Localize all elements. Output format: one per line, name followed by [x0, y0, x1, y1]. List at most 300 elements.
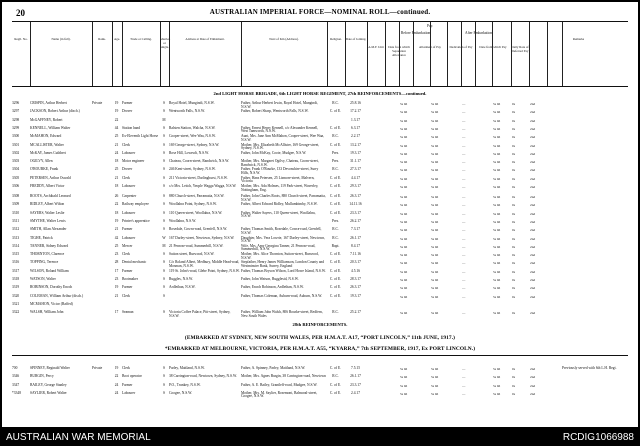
cell-rank: Private — [92, 101, 103, 105]
section-heading-27th: 2nd LIGHT HORSE BRIGADE, 6th LIGHT HORSE REGIMENT, 27th REINFORCEMENTS—continued. — [213, 91, 427, 96]
embarkation-note-sydney: (EMBARKED AT SYDNEY, NEW SOUTH WALES, PER H.M.A.T. A17, “PORT LINCOLN,” 11th JUNE, 1917.) — [184, 335, 456, 341]
roll-row — [2, 168, 638, 175]
cell-rel: C. of E. — [329, 194, 342, 198]
cell-rank — [92, 152, 111, 159]
cell-rank — [92, 144, 111, 151]
cell-date: 23.3.17 — [350, 382, 361, 387]
pay-figure: 5s 0d — [400, 269, 408, 274]
roll-row — [2, 212, 638, 219]
pay-figure: 0s — [512, 151, 516, 156]
pay-figure: 5s 0d — [431, 102, 439, 106]
column-divider — [160, 22, 161, 86]
cell-age: 19 — [114, 218, 119, 223]
cell-no: 3303 — [12, 159, 20, 164]
cell-rank: Private — [92, 366, 103, 370]
pay-figure: 2nd — [530, 110, 536, 115]
roll-row — [2, 110, 638, 117]
cell-age: 22 — [114, 374, 119, 379]
cell-name: O'ROURKE, Frank — [30, 167, 59, 172]
pay-figure: 0s — [512, 110, 516, 115]
cell-rank — [92, 127, 111, 134]
cell-no: 3316 — [12, 260, 20, 265]
cell-no: 3296 — [12, 101, 20, 105]
pay-figure: 5s 0d — [493, 143, 501, 148]
cell-age: 26 — [114, 194, 119, 198]
cell-ms: S — [163, 167, 165, 172]
pay-figure: 5s 0d — [431, 195, 439, 199]
cell-age: 19 — [114, 366, 119, 370]
pay-figure: 0s — [512, 118, 516, 123]
pay-figure: 2nd — [530, 168, 536, 173]
pay-figure: 5s 0d — [400, 110, 408, 115]
cell-name: SAYERS, Walter Leslie — [30, 210, 65, 215]
cell-no: 3300 — [12, 134, 20, 139]
cell-rel: C. of E. — [329, 184, 342, 188]
cell-no: 700 — [12, 366, 18, 370]
roll-row — [2, 203, 638, 210]
cell-trade: Labourer — [122, 150, 136, 155]
cell-age: 19 — [114, 101, 119, 105]
pay-figure: 5s 0d — [431, 160, 439, 165]
roll-row — [2, 303, 638, 310]
cell-no: 3319 — [12, 285, 20, 290]
pay-figure: — — [462, 219, 466, 224]
column-header: Date from which Separation Allowance — [388, 45, 410, 57]
pay-figure: 0s — [512, 176, 516, 181]
pay-figure: 0s — [512, 286, 516, 291]
cell-kin: Mother, Mrs. Elizabeth McAllister, 169 George-street, Sydney, N.S.W. — [241, 142, 320, 150]
cell-kin: Father, Thomas Smith, Rosedale, Cowra-road, Grenfell, N.S.W. — [241, 227, 322, 235]
pay-figure: 5s 0d — [400, 203, 408, 208]
cell-rel: Pres. — [331, 150, 340, 155]
pay-figure: 2nd — [530, 391, 536, 396]
pay-figure: 0s — [512, 261, 516, 266]
cell-kin: Father, Albert Edward Ridley, Mullumbimby, N.S.W. — [241, 202, 318, 207]
cell-no: 3314 — [12, 243, 20, 248]
column-header: Address at Date of Enlistment. — [185, 37, 225, 41]
page-number: 20 — [16, 8, 25, 18]
cell-name: SMYTHE, Walter Lewis — [30, 218, 66, 223]
cell-age: 25 — [114, 243, 119, 248]
pay-figure: 2nd — [530, 102, 536, 106]
cell-trade: Clerk — [122, 175, 130, 180]
cell-age: 21 — [114, 227, 119, 232]
cell-date: 4.5.16 — [351, 268, 360, 273]
cell-rel: R.C. — [332, 227, 339, 232]
cell-ms: M — [162, 117, 166, 122]
cell-addr: 880 Church-street, Parramatta, N.S.W. — [169, 194, 225, 198]
cell-addr: Woollahra Point, Sydney, N.S.W. — [169, 202, 217, 207]
cell-ms — [160, 303, 168, 310]
roll-row — [2, 177, 638, 184]
cell-trade: Station hand — [122, 125, 141, 130]
cell-no: 3311 — [12, 218, 20, 223]
cell-kin: Stepfather, Henry James Williamson, London County and Westminster Bank, Surrey, England — [241, 260, 325, 268]
cell-kin: Father, William John Walsh, 806 Bourke-street, Redfern, New South Wales — [241, 310, 323, 318]
cell-date: 7.3.17 — [351, 227, 360, 232]
pay-figure: 5s 0d — [493, 286, 501, 291]
cell-trade: Bootmaker — [122, 277, 138, 281]
cell-rel: C. of E. — [329, 109, 342, 114]
column-divider — [492, 22, 493, 86]
roll-row — [2, 278, 638, 285]
pay-figure: 5s 0d — [431, 253, 439, 258]
cell-date: 2.2.17 — [351, 134, 360, 139]
cell-trade: Clerk — [122, 366, 130, 370]
cell-addr: Rosedale, Cowra-road, Grenfell, N.S.W. — [169, 227, 228, 232]
cell-date: 25.2.17 — [350, 310, 361, 315]
pay-figure: 0s — [512, 253, 516, 258]
cell-addr: 211 Victoria-street, Darlinghurst, N.S.W. — [169, 175, 228, 180]
cell-date: 7.11.16 — [350, 252, 361, 257]
cell-kin: Mother, Mrs. Margaret Ogilvy, Chateau, Coorn-street, Randwick, N.S.W. — [241, 159, 319, 167]
pay-figure: 2nd — [530, 278, 536, 282]
cell-ms: S — [163, 109, 165, 114]
pay-figure: 2nd — [530, 367, 536, 371]
pay-figure: 0s — [512, 203, 516, 208]
pay-figure: 5s 0d — [493, 176, 501, 181]
pay-figure: — — [462, 110, 466, 115]
cell-no: 3308 — [12, 194, 20, 198]
pay-figure: 2nd — [530, 135, 536, 140]
cell-ms: S — [163, 142, 165, 147]
pay-figure: 2nd — [530, 261, 536, 266]
pay-figure: 5s 0d — [400, 244, 408, 249]
roll-row — [2, 160, 638, 167]
cell-name: PETERSEN, Arthur Oswald — [30, 175, 71, 180]
cell-no: 3298 — [12, 117, 20, 122]
cell-trade: Ex-Eleventh Light Horse — [122, 134, 159, 139]
pay-figure: 5s 0d — [493, 228, 501, 233]
pay-figure: 5s 0d — [493, 118, 501, 123]
cell-kin: Father, Enoch Robinson, Ardlethan, N.S.W. — [241, 285, 304, 290]
cell-name: ROBINSON, Dorothy Enoch — [30, 285, 73, 290]
cell-name: ROOTS, Archibald Leonard — [30, 194, 71, 198]
cell-date: 26.3.17 — [350, 285, 361, 290]
cell-kin: Father, Frank O'Rourke, 133 Devonshire-street, Surry Hills, N.S.W. — [241, 167, 319, 175]
pay-figure: 5s 0d — [431, 278, 439, 282]
pay-figure: 5s 0d — [493, 236, 501, 241]
pay-figure: — — [462, 244, 466, 249]
cell-no: 3320 — [12, 293, 20, 298]
pay-figure: — — [462, 135, 466, 140]
cell-rank — [92, 135, 111, 142]
page-title: AUSTRALIAN IMPERIAL FORCE—NOMINAL ROLL—continued. — [209, 8, 431, 16]
column-divider — [367, 22, 368, 86]
column-header: Name (in full). — [51, 37, 71, 41]
pay-figure: 2nd — [530, 383, 536, 388]
cell-no: *3348 — [12, 390, 21, 395]
cell-name: SMITH, Allan Alexander — [30, 227, 67, 232]
pay-figure: — — [462, 261, 466, 266]
after-embarkation-header: After Embarkation. — [465, 31, 493, 35]
cell-addr: Woollahra, N.S.W. — [169, 218, 197, 223]
cell-date: 8.4.17 — [351, 243, 360, 248]
roll-row — [2, 286, 638, 293]
pay-figure: — — [462, 151, 466, 156]
cell-no: 3317 — [12, 268, 20, 273]
roll-row — [2, 144, 638, 151]
pay-figure: 5s 0d — [400, 286, 408, 291]
cell-rel: Pres. — [331, 218, 340, 223]
cell-no: 3306 — [12, 184, 20, 188]
roll-row — [2, 261, 638, 268]
document-page — [2, 2, 638, 427]
column-divider — [399, 22, 400, 86]
pay-figure: 5s 0d — [431, 168, 439, 173]
cell-no: 3301 — [12, 142, 20, 147]
pay-figure: — — [462, 383, 466, 388]
cell-rank — [92, 392, 111, 399]
pay-figure: 2nd — [530, 375, 536, 380]
cell-rel: R.C. — [332, 167, 339, 172]
cell-addr: Wentworth Falls, N.S.W. — [169, 109, 205, 114]
cell-trade: Motor engineer — [122, 159, 145, 164]
cell-trade: Drover — [122, 109, 133, 114]
cell-addr: 246 Kent-street, Sydney, N.S.W. — [169, 167, 216, 172]
cell-no: 3299 — [12, 125, 20, 130]
footer-record-id: RCDIG1066988 — [562, 432, 634, 443]
cell-kin — [241, 303, 326, 310]
cell-trade: Farmer — [122, 101, 133, 105]
pay-figure: — — [462, 278, 466, 282]
pay-figure: 5s 0d — [493, 269, 501, 274]
cell-name: McGAFFNEY, Robert — [30, 117, 63, 122]
cell-trade: Labourer — [122, 210, 136, 215]
pay-figure: 5s 0d — [493, 311, 501, 316]
cell-addr: Parley, Maitland, N.S.W. — [169, 366, 205, 370]
cell-rel: C. of E. — [329, 142, 342, 147]
cell-ms: S — [163, 285, 165, 290]
cell-ms: S — [163, 175, 165, 180]
cell-rank — [92, 253, 111, 260]
pay-figure: 5s 0d — [400, 375, 408, 380]
column-header: Allotment of Pay — [419, 45, 441, 49]
cell-kin: Aunt, Mrs. Jane Ann McMahon, Cooper-street, Wee Waa, N.S.W. — [241, 134, 325, 142]
roll-row — [2, 311, 638, 318]
column-header: Rank. — [98, 37, 106, 41]
cell-ms: S — [163, 134, 165, 139]
cell-no: 3309 — [12, 202, 20, 207]
column-divider — [112, 22, 113, 86]
column-divider — [92, 22, 93, 86]
roll-row — [2, 195, 638, 202]
cell-date: 7.5.15 — [351, 366, 360, 370]
header-rule-bottom — [12, 86, 628, 87]
pay-figure: 5s 0d — [400, 195, 408, 199]
column-divider — [122, 22, 123, 86]
cell-trade: Mercer — [122, 243, 133, 248]
cell-age: 25 — [114, 167, 119, 172]
cell-rank — [92, 278, 111, 285]
cell-rel: C. of E. — [329, 175, 342, 180]
column-divider — [345, 22, 346, 86]
pay-figure: 0s — [512, 367, 516, 371]
pay-figure: 5s 0d — [400, 185, 408, 189]
cell-rank — [92, 270, 111, 277]
cell-remarks: Previously served with 6th L.H. Regt. — [562, 366, 617, 370]
roll-row — [2, 127, 638, 134]
pay-group-header: Pay. — [426, 24, 434, 28]
roll-row — [2, 185, 638, 192]
cell-rank — [92, 203, 111, 210]
pay-figure: 5s 0d — [493, 367, 501, 371]
pay-figure: 5s 0d — [431, 261, 439, 266]
cell-age: 28 — [114, 260, 119, 265]
cell-rel: C. of E. — [329, 252, 342, 257]
cell-addr: c/o Mrs. Leitch, Yeople Wagga Wagga, N.S.W. — [169, 184, 237, 188]
pay-figure: 5s 0d — [400, 219, 408, 224]
pay-figure: 0s — [512, 244, 516, 249]
cell-name: FREDDY, Albert Victor — [30, 184, 65, 188]
column-divider — [562, 22, 563, 86]
cell-date: 6.3.17 — [351, 125, 360, 130]
pay-figure: 5s 0d — [431, 203, 439, 208]
pay-figure: 5s 0d — [400, 102, 408, 106]
pay-figure: 5s 0d — [400, 135, 408, 140]
roll-row — [2, 367, 638, 374]
cell-kin: Wife, Mrs. Amy Georgina Tanner, 21 Penrose-road, Summerhill, N.S.W. — [241, 243, 316, 252]
cell-rel: C. of E. — [329, 285, 342, 290]
cell-rank — [92, 228, 111, 235]
pay-figure: 5s 0d — [431, 185, 439, 189]
pay-figure: — — [462, 375, 466, 380]
pay-figure: 5s 0d — [493, 278, 501, 282]
pay-figure: 5s 0d — [400, 211, 408, 216]
roll-row — [2, 220, 638, 227]
pay-figure: 5s 0d — [431, 151, 439, 156]
cell-rank — [92, 311, 111, 318]
cell-name: MCMAHON, Victor (Raffed) — [30, 301, 73, 306]
pay-figure: — — [462, 160, 466, 165]
cell-trade: Labourer — [122, 235, 136, 240]
pay-figure: 0s — [512, 135, 516, 140]
pay-figure: 5s 0d — [431, 367, 439, 371]
pay-figure: 5s 0d — [493, 185, 501, 189]
cell-rel: C. of E. — [329, 210, 342, 215]
pay-figure: 0s — [512, 311, 516, 316]
pay-figure: 5s 0d — [400, 168, 408, 173]
before-embarkation-header: Before Embarkation. — [400, 31, 432, 35]
cell-trade: Farmer — [122, 227, 133, 232]
pay-figure: — — [462, 228, 466, 233]
cell-ms: S — [163, 159, 165, 164]
pay-figure: — — [462, 211, 466, 216]
cell-age: 19 — [114, 109, 119, 114]
column-header: Married or Single. — [160, 37, 171, 49]
pay-figure: — — [462, 176, 466, 181]
column-divider — [30, 22, 31, 86]
pay-figure: 5s 0d — [431, 244, 439, 249]
cell-no: 3302 — [12, 150, 20, 155]
cell-trade: Clerk — [122, 142, 130, 147]
roll-row — [2, 295, 638, 302]
cell-no: 3313 — [12, 235, 20, 240]
pay-figure: 5s 0d — [400, 228, 408, 233]
cell-addr: Ruggles, N.S.W. — [169, 277, 193, 281]
cell-addr: Victoria Coffee Palace, Pitt-street, Sydney, N.S.W. — [169, 310, 231, 318]
pay-figure: 0s — [512, 278, 516, 282]
cell-name: WILSON, Roland William — [30, 268, 69, 273]
pay-figure: — — [462, 118, 466, 123]
cell-trade: Farmer — [122, 285, 133, 290]
pay-figure: 0s — [512, 143, 516, 148]
cell-rank — [92, 160, 111, 167]
cell-ms: S — [163, 194, 165, 198]
cell-trade: Farmer — [122, 268, 133, 273]
column-header: Date of Joining. — [345, 37, 367, 41]
cell-ms: S — [163, 293, 165, 298]
cell-kin: Mother, Mrs. M. Saylier, Rosemont, Balmoral-street, Coogee, N.S.W. — [241, 390, 318, 399]
pay-figure: — — [462, 253, 466, 258]
pay-figure: 2nd — [530, 176, 536, 181]
cell-kin: Father, Thomas Coleman, Auburn-road, Auburn, N.S.W. — [241, 293, 323, 298]
cell-no: 3305 — [12, 175, 20, 180]
pay-figure: 5s 0d — [431, 391, 439, 396]
cell-name: KENNELL, William Walter — [30, 125, 71, 130]
roll-row — [2, 135, 638, 142]
cell-kin: Daughter, Mrs. Vera Lowrie, 167 Darley-street, Newtown, N.S.W. — [241, 235, 325, 243]
pay-figure: 5s 0d — [400, 253, 408, 258]
pay-figure: 0s — [512, 219, 516, 224]
pay-figure: — — [462, 391, 466, 396]
pay-figure: 5s 0d — [493, 211, 501, 216]
pay-figure: 5s 0d — [400, 151, 408, 156]
column-header: Religion. — [330, 37, 342, 41]
cell-age: 21 — [114, 142, 119, 147]
pay-figure: 5s 0d — [431, 126, 439, 131]
pay-figure: 2nd — [530, 294, 536, 299]
pay-figure: 0s — [512, 375, 516, 380]
cell-rank — [92, 119, 111, 126]
cell-kin: Father, A. E. Bailey, Grantleff-road, Mudgee, N.S.W. — [241, 382, 318, 387]
column-divider — [475, 22, 476, 86]
pay-figure: 0s — [512, 160, 516, 165]
embarkation-note-melbourne: *EMBARKED AT MELBOURNE, VICTORIA, PER H.M.A.T. A55, “KYARRA,” 7th SEPTEMBER, 1917, Ex PORT LINCOLN.) — [164, 346, 476, 352]
cell-rel: C. of E. — [329, 125, 342, 130]
cell-kin: Mother, Mrs. Agnes Burgin, 38 Carrington-road, Newtown — [241, 374, 326, 379]
cell-age: 18 — [114, 159, 119, 164]
pay-figure: 5s 0d — [400, 391, 408, 396]
pay-figure: — — [462, 143, 466, 148]
cell-age: 19 — [114, 285, 119, 290]
cell-kin: Father, Thomas Bryson Wilson, Lord Howe Island, N.S.W. — [241, 268, 326, 273]
roll-row — [2, 375, 638, 382]
cell-ms: S — [163, 310, 165, 315]
pay-figure: 5s 0d — [493, 375, 501, 380]
cell-rel: R.C. — [332, 101, 339, 105]
pay-figure: 5s 0d — [400, 294, 408, 299]
cell-rank — [92, 177, 111, 184]
cell-rank — [92, 185, 111, 192]
column-divider — [413, 22, 414, 86]
cell-no: 3304 — [12, 167, 20, 172]
cell-name: McMAHON, Edward — [30, 134, 62, 139]
cell-ms: S — [163, 366, 165, 370]
cell-kin: Father, John McKay, Coote, Mudgee, N.S.W. — [241, 150, 307, 155]
cell-addr: Sutton street, Burwood, N.S.W. — [169, 252, 215, 257]
column-divider — [547, 22, 548, 86]
pay-figure: 0s — [512, 102, 516, 106]
roll-row — [2, 119, 638, 126]
cell-age: 17 — [114, 268, 119, 273]
pay-figure: — — [462, 311, 466, 316]
cell-date: 20.3.17 — [350, 260, 361, 265]
cell-kin: Father, Ernest Henry Kennell, c/o Alexander Kennell, West Tamworth, N.S.W. — [241, 125, 319, 134]
cell-addr: 167 Darley-street, Newtown, Sydney, N.S.W. — [169, 235, 235, 240]
cell-age: 44 — [114, 125, 119, 130]
cell-rank — [92, 195, 111, 202]
